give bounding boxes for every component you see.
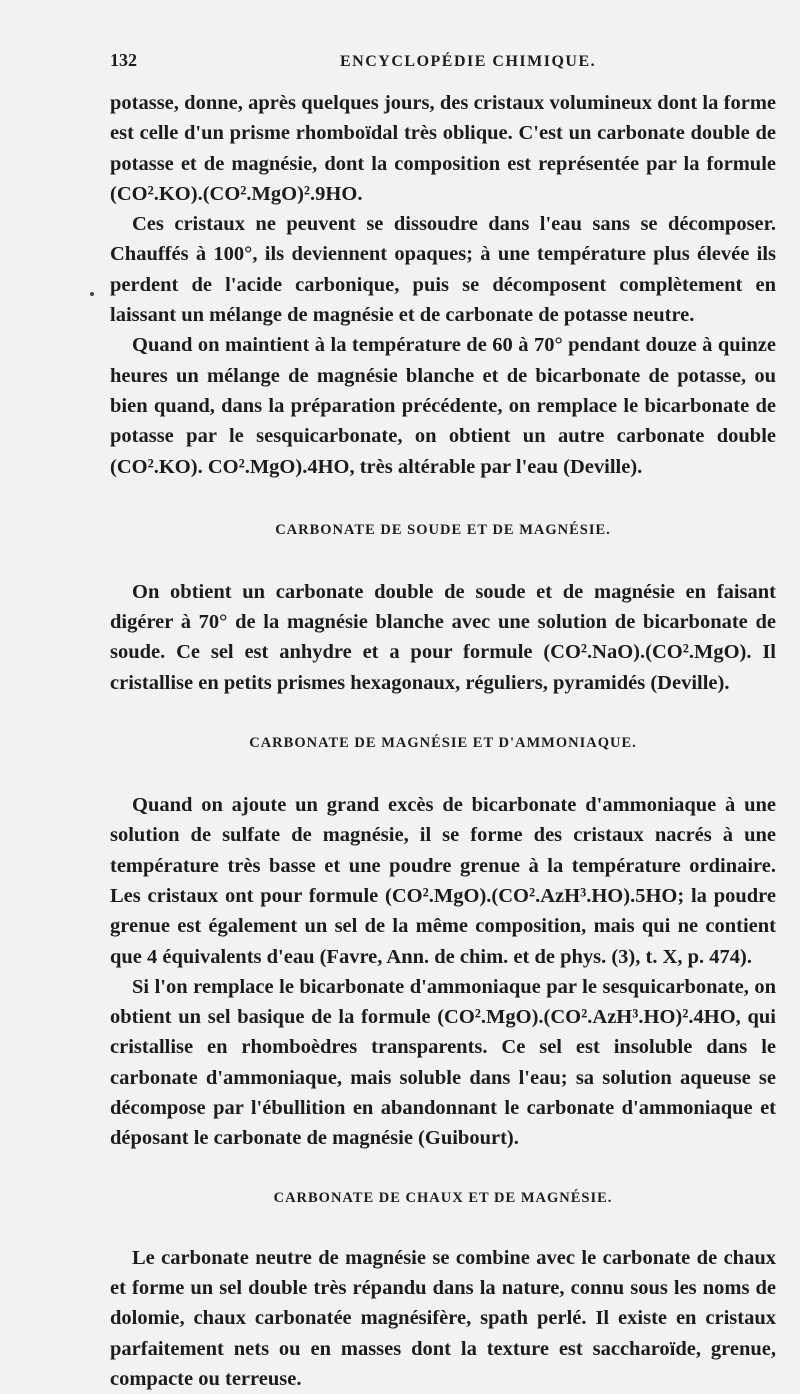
section-heading-soude: CARBONATE DE SOUDE ET DE MAGNÉSIE. bbox=[275, 521, 611, 538]
paragraph-potasse-crystals: potasse, donne, après quelques jours, des cristaux volumineux dont la forme est celle d'un prisme rhomboïdal très oblique. C'est un carbonate double de potasse et de magnésie, dont la composition est représentée par la formule (CO².KO).(CO².MgO)².9HO. bbox=[110, 92, 776, 205]
paragraph-dolomie: Le carbonate neutre de magnésie se combine avec le carbonate de chaux et forme un sel double très répandu dans la nature, connu sous les noms de dolomie, chaux carbonatée magnésifère, spath perlé. Il existe en cristaux parfaitement nets ou en masses dont la texture est saccharoïde, grenue, compacte ou terreuse. bbox=[110, 1246, 776, 1390]
paragraph-soude-magnesie: On obtient un carbonate double de soude et de magnésie en faisant digérer à 70° de la magnésie blanche avec une solution de bicarbonate de soude. Ce sel est anhydre et a pour formule (CO².NaO).(CO².MgO). Il cristallise en petits prismes hexagonaux, réguliers, pyramidés (Deville). bbox=[110, 580, 776, 694]
paragraph-sesquicarbonate: Quand on maintient à la température de 60 à 70° pendant douze à quinze heures un mélange de magnésie blanche et de bicarbonate de potasse, ou bien quand, dans la préparation précédente, on remplace le bicarbonate de potasse par le sesquicarbonate, on obtient un autre carbonate double (CO².KO). CO².MgO).4HO, très altérable par l'eau (Deville). bbox=[110, 334, 776, 478]
section-heading-chaux: CARBONATE DE CHAUX ET DE MAGNÉSIE. bbox=[273, 1189, 613, 1206]
paragraph-basic-salt: Si l'on remplace le bicarbonate d'ammoniaque par le sesquicarbonate, on obtient un sel basique de la formule (CO².MgO).(CO².AzH³.HO)².4HO, qui cristallise en rhomboèdres transparents. Ce sel est insoluble dans le carbonate d'ammoniaque, mais soluble dans l'eau; sa solution aqueuse se décompose par l'ébullition en abandonnant le carbonate d'ammoniaque et déposant le carbonate de magnésie (Guibourt). bbox=[110, 975, 776, 1150]
running-title: ENCYCLOPÉDIE CHIMIQUE. bbox=[340, 53, 597, 70]
paragraph-decomposition: Ces cristaux ne peuvent se dissoudre dans l'eau sans se décomposer. Chauffés à 100°, ils deviennent opaques; à une température plus élevée ils perdent de l'acide carbonique, puis se décomposent complètement en laissant un mélange de magnésie et de carbonate de potasse neutre. bbox=[110, 213, 776, 327]
ink-speck bbox=[90, 292, 94, 296]
page-number: 132 bbox=[110, 50, 137, 70]
section-heading-ammoniaque: CARBONATE DE MAGNÉSIE ET D'AMMONIAQUE. bbox=[249, 735, 637, 752]
running-header bbox=[110, 50, 776, 74]
paragraph-ammoniaque: Quand on ajoute un grand excès de bicarbonate d'ammoniaque à une solution de sulfate de magnésie, il se forme des cristaux nacrés à une température très basse et une poudre grenue à la température ordinaire. Les cristaux ont pour formule (CO².MgO).(CO².AzH³.HO).5HO; la poudre grenue est également un sel de la même composition, mais qui ne contient que 4 équivalents d'eau (Favre, Ann. de chim. et de phys. (3), t. X, p. 474). bbox=[110, 794, 776, 968]
